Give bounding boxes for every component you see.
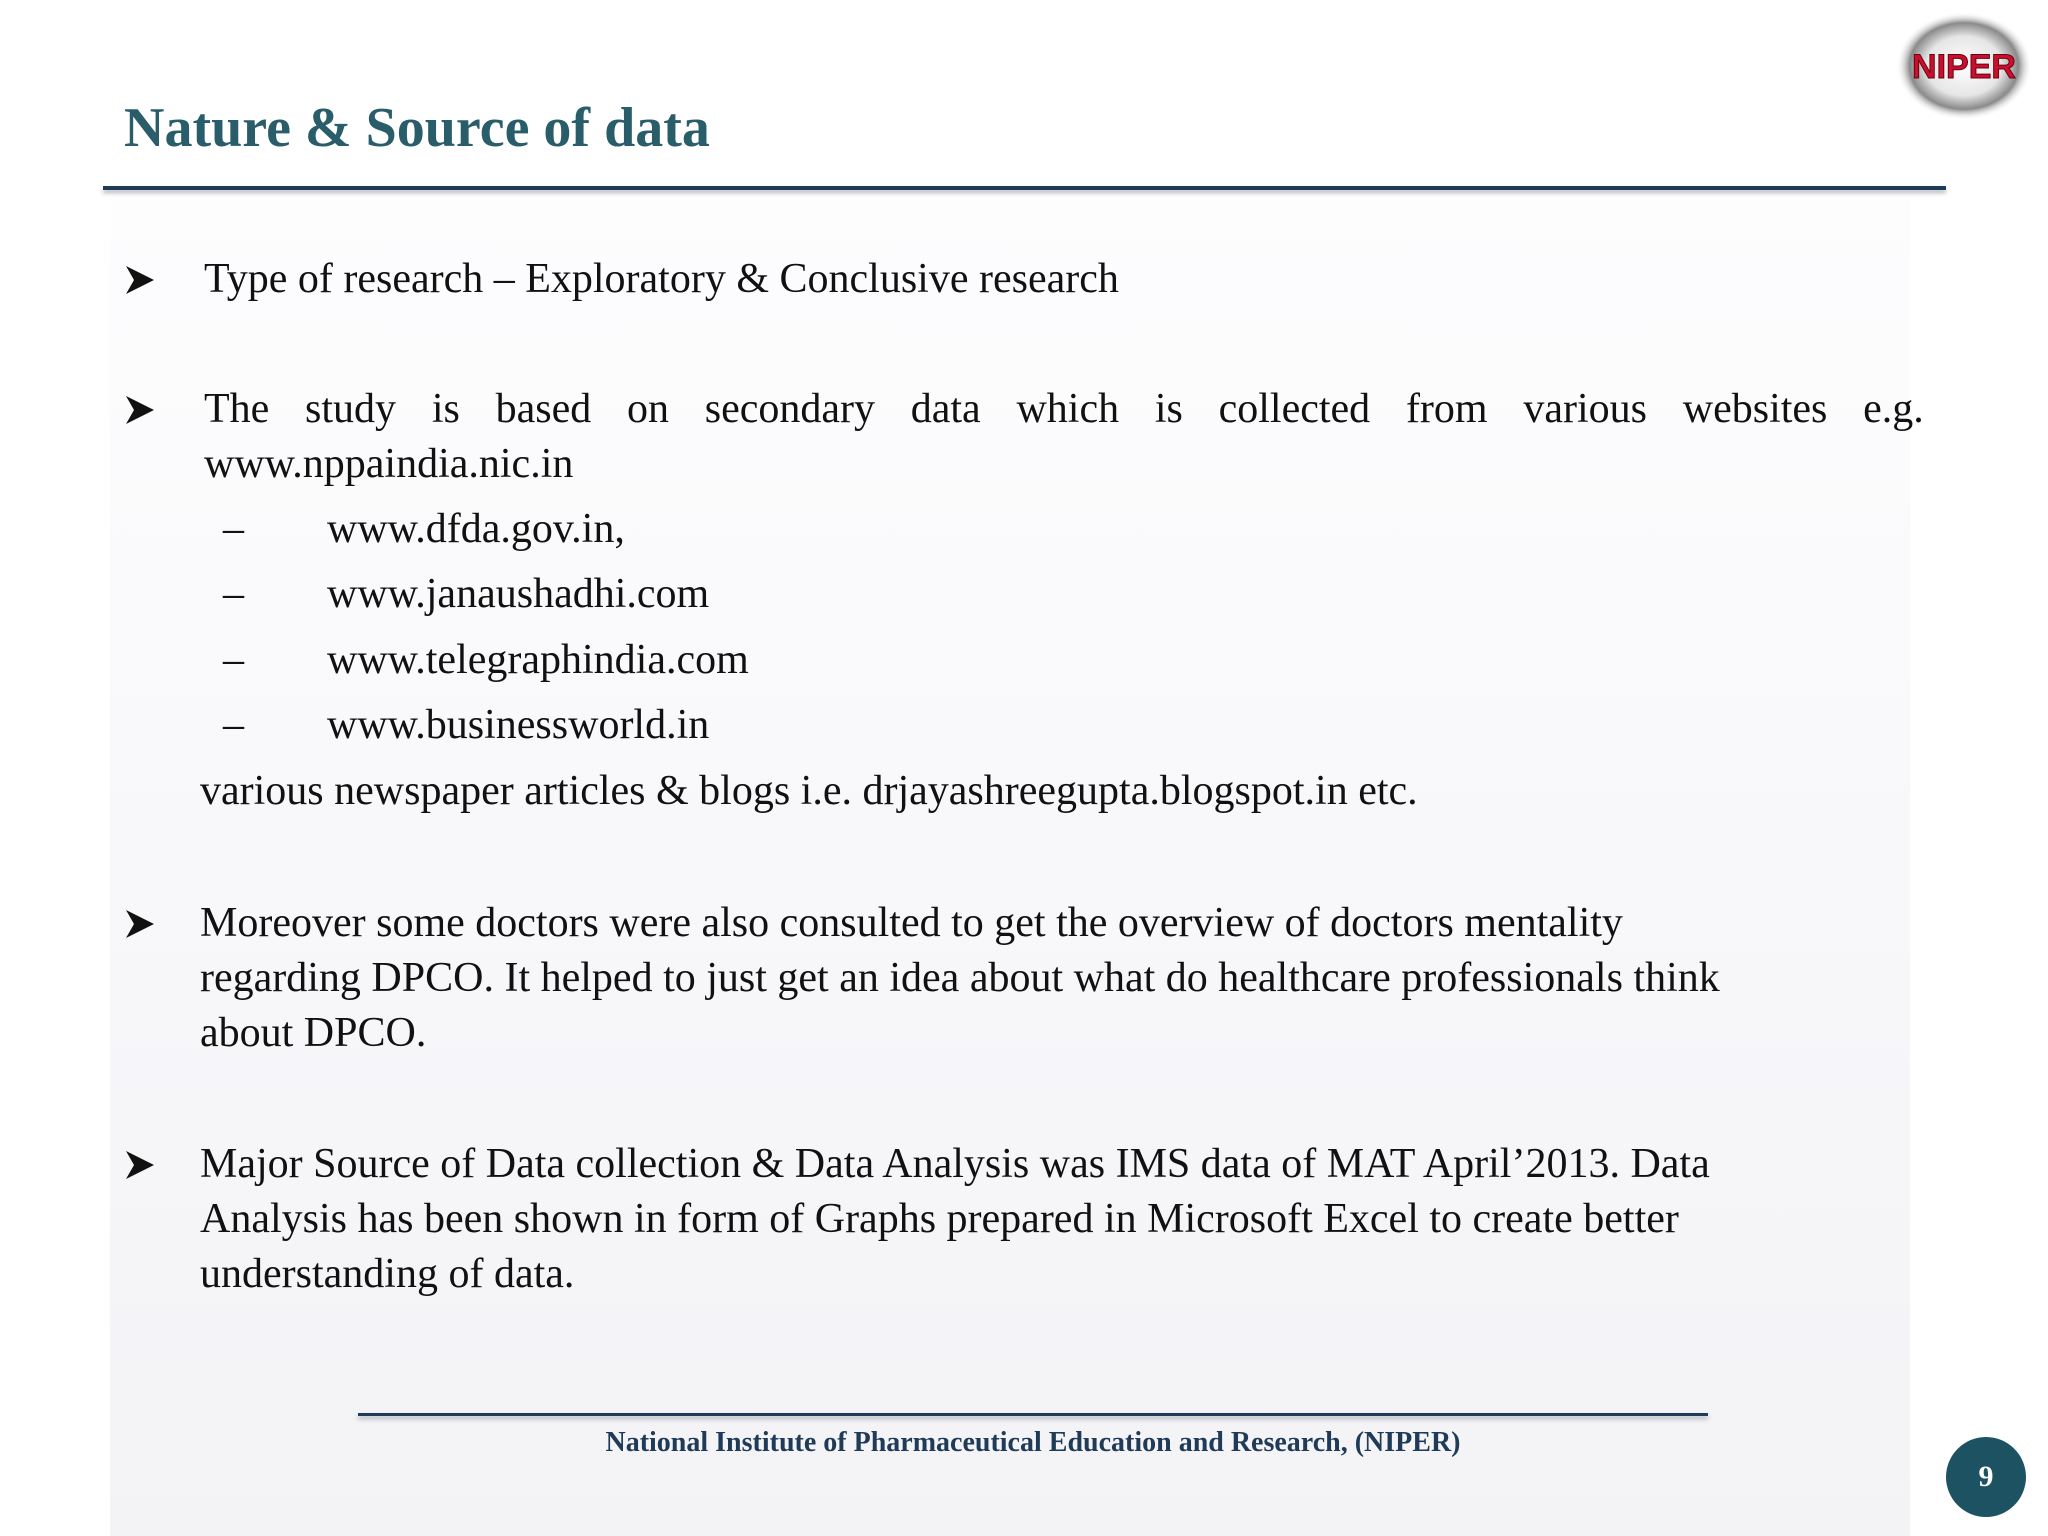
footer-institute: National Institute of Pharmaceutical Education and Research, (NIPER) [605,1427,1461,1458]
logo-text: NIPER [1912,48,2016,86]
slide-title: Nature & Source of data [124,97,710,159]
bullet-line-justified [204,382,1924,437]
word: e.g. [1863,386,1924,432]
word: secondary [704,386,875,432]
dash-marker: – [223,571,244,617]
word: various [1523,386,1647,432]
word: study [305,386,397,432]
bullet-line: about DPCO. [200,1010,427,1056]
bullet-text: Type of research – Exploratory & Conclusive research [204,256,1119,302]
word: based [495,386,592,432]
footer-divider [358,1413,1708,1416]
sub-item-3: www.telegraphindia.com [327,637,749,683]
arrow-bullet-icon [124,1150,156,1180]
page-number-badge [1946,1437,2026,1517]
word: The [204,386,270,432]
bullet-line: regarding DPCO. It helped to just get an idea about what do healthcare professionals think [200,955,1720,1001]
dash-marker: – [223,637,244,683]
word: is [431,386,460,432]
word: from [1405,386,1488,432]
sub-item-4: www.businessworld.in [327,702,710,748]
bullet-line: understanding of data. [200,1251,575,1297]
page-number: 9 [1978,1460,1994,1493]
word: websites [1682,386,1828,432]
arrow-bullet-icon [124,909,156,939]
dash-marker: – [223,702,244,748]
bullet-line: www.nppaindia.nic.in [204,441,574,487]
sub-item-2: www.janaushadhi.com [327,571,710,617]
word: data [910,386,981,432]
bullet-line: Moreover some doctors were also consulted to get the overview of doctors mentality [200,900,1623,946]
word: is [1154,386,1183,432]
trailing-line: various newspaper articles & blogs i.e. drjayashreegupta.blogspot.in etc. [200,768,1418,814]
arrow-bullet-icon [124,265,156,295]
word: on [626,386,669,432]
word: collected [1218,386,1371,432]
sub-item-1: www.dfda.gov.in, [327,506,625,552]
arrow-bullet-icon [124,395,156,425]
bullet-line: Major Source of Data collection & Data Analysis was IMS data of MAT April’2013. Data [200,1141,1710,1187]
word: which [1016,386,1120,432]
dash-marker: – [223,506,244,552]
bullet-line: Analysis has been shown in form of Graphs prepared in Microsoft Excel to create better [200,1196,1679,1242]
